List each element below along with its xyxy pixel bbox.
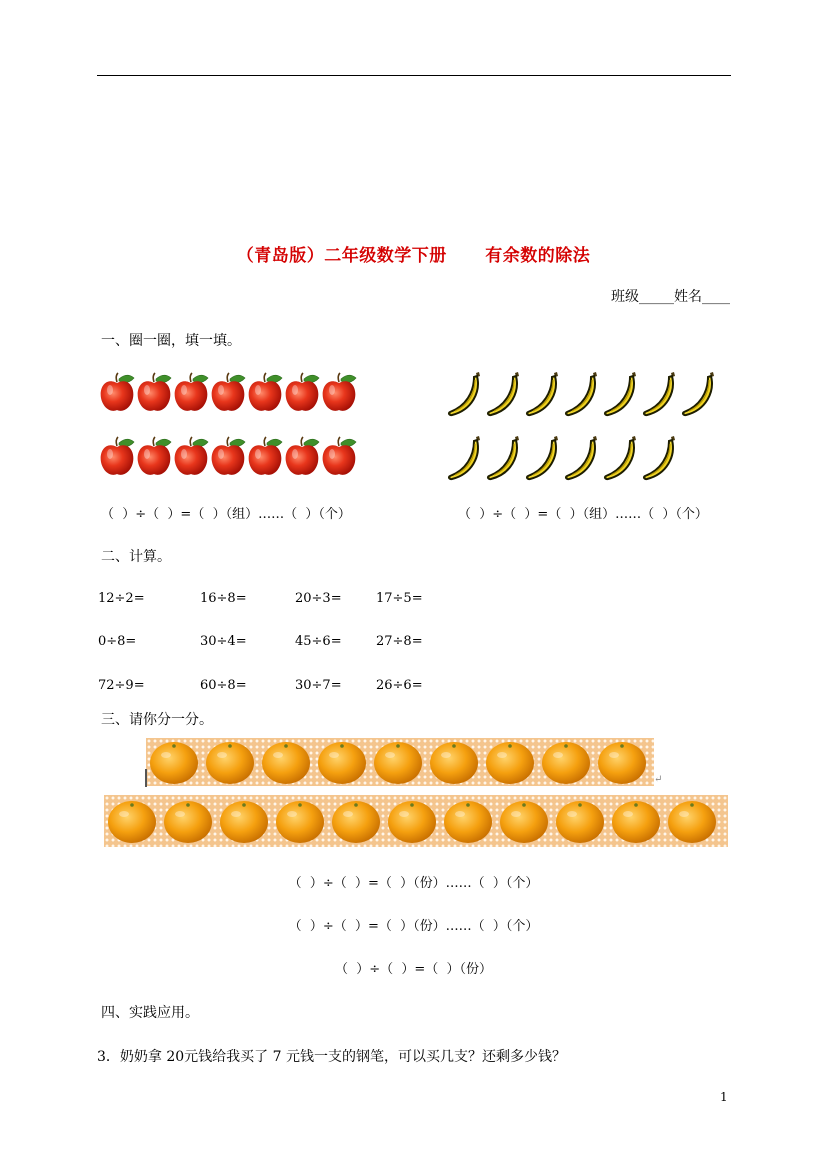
banana-icon — [563, 370, 599, 418]
apple-icon — [247, 434, 283, 478]
orange-icon — [314, 738, 370, 786]
orange-icon — [258, 738, 314, 786]
calc-item: 17÷5= — [376, 591, 423, 606]
orange-strip-top — [146, 738, 654, 786]
page-number: 1 — [720, 1090, 728, 1104]
banana-icon — [602, 370, 638, 418]
section-4-heading: 四、实践应用。 — [101, 1005, 199, 1021]
apple-row-bottom — [99, 434, 357, 478]
banana-icon — [485, 370, 521, 418]
orange-icon — [272, 795, 328, 847]
apple-row-top — [99, 370, 357, 414]
orange-icon — [146, 738, 202, 786]
apple-icon — [173, 434, 209, 478]
apple-icon — [173, 370, 209, 414]
text-cursor — [145, 769, 147, 787]
class-name-line: 班级_____姓名____ — [611, 289, 730, 305]
banana-icon — [446, 370, 482, 418]
banana-icon — [641, 370, 677, 418]
orange-icon — [104, 795, 160, 847]
orange-icon — [426, 738, 482, 786]
banana-icon — [641, 434, 677, 482]
calc-item: 16÷8= — [200, 591, 247, 606]
calc-item: 20÷3= — [295, 591, 342, 606]
apple-icon — [99, 370, 135, 414]
banana-icon — [524, 434, 560, 482]
apple-icon — [99, 434, 135, 478]
apple-icon — [247, 370, 283, 414]
orange-strip-bottom — [104, 795, 728, 847]
word-problem: 3．奶奶拿 20元钱给我买了 7 元钱一支的钢笔，可以买几支？还剩多少钱？ — [97, 1049, 566, 1065]
orange-icon — [328, 795, 384, 847]
calc-item: 60÷8= — [200, 678, 247, 693]
divide-equation-3: （ ）÷（ ）=（ ）（份） — [334, 962, 493, 977]
paragraph-mark: ↵ — [654, 774, 663, 785]
orange-icon — [594, 738, 650, 786]
apple-icon — [210, 370, 246, 414]
orange-icon — [552, 795, 608, 847]
apple-icon — [321, 370, 357, 414]
banana-icon — [680, 370, 716, 418]
divide-equation-2: （ ）÷（ ）=（ ）（份）……（ ）（个） — [288, 919, 539, 934]
orange-icon — [608, 795, 664, 847]
banana-icon — [446, 434, 482, 482]
calc-item: 26÷6= — [376, 678, 423, 693]
calc-item: 45÷6= — [295, 634, 342, 649]
orange-icon — [538, 738, 594, 786]
banana-row-bottom — [446, 434, 677, 482]
apple-icon — [136, 434, 172, 478]
apple-icon — [284, 434, 320, 478]
orange-icon — [440, 795, 496, 847]
apple-icon — [136, 370, 172, 414]
orange-icon — [384, 795, 440, 847]
section-1-heading: 一、圈一圈，填一填。 — [101, 333, 241, 349]
calc-item: 30÷7= — [295, 678, 342, 693]
apple-icon — [321, 434, 357, 478]
orange-icon — [664, 795, 720, 847]
orange-icon — [160, 795, 216, 847]
orange-icon — [370, 738, 426, 786]
orange-icon — [202, 738, 258, 786]
calc-item: 30÷4= — [200, 634, 247, 649]
banana-icon — [602, 434, 638, 482]
banana-icon — [563, 434, 599, 482]
apple-fill-equation: （ ）÷（ ）=（ ）（组）……（ ）（个） — [101, 507, 351, 522]
banana-icon — [485, 434, 521, 482]
orange-icon — [482, 738, 538, 786]
header-rule — [97, 75, 731, 76]
calc-item: 27÷8= — [376, 634, 423, 649]
banana-row-top — [446, 370, 716, 418]
divide-equation-1: （ ）÷（ ）=（ ）（份）……（ ）（个） — [288, 876, 539, 891]
apple-icon — [284, 370, 320, 414]
section-3-heading: 三、请你分一分。 — [101, 712, 213, 728]
calc-item: 0÷8= — [98, 634, 137, 649]
banana-icon — [524, 370, 560, 418]
orange-icon — [216, 795, 272, 847]
calc-item: 72÷9= — [98, 678, 145, 693]
calc-item: 12÷2= — [98, 591, 145, 606]
banana-fill-equation: （ ）÷（ ）=（ ）（组）……（ ）（个） — [458, 507, 708, 522]
section-2-heading: 二、计算。 — [101, 549, 171, 565]
page-title: （青岛版）二年级数学下册 有余数的除法 — [236, 246, 591, 266]
apple-icon — [210, 434, 246, 478]
orange-icon — [496, 795, 552, 847]
